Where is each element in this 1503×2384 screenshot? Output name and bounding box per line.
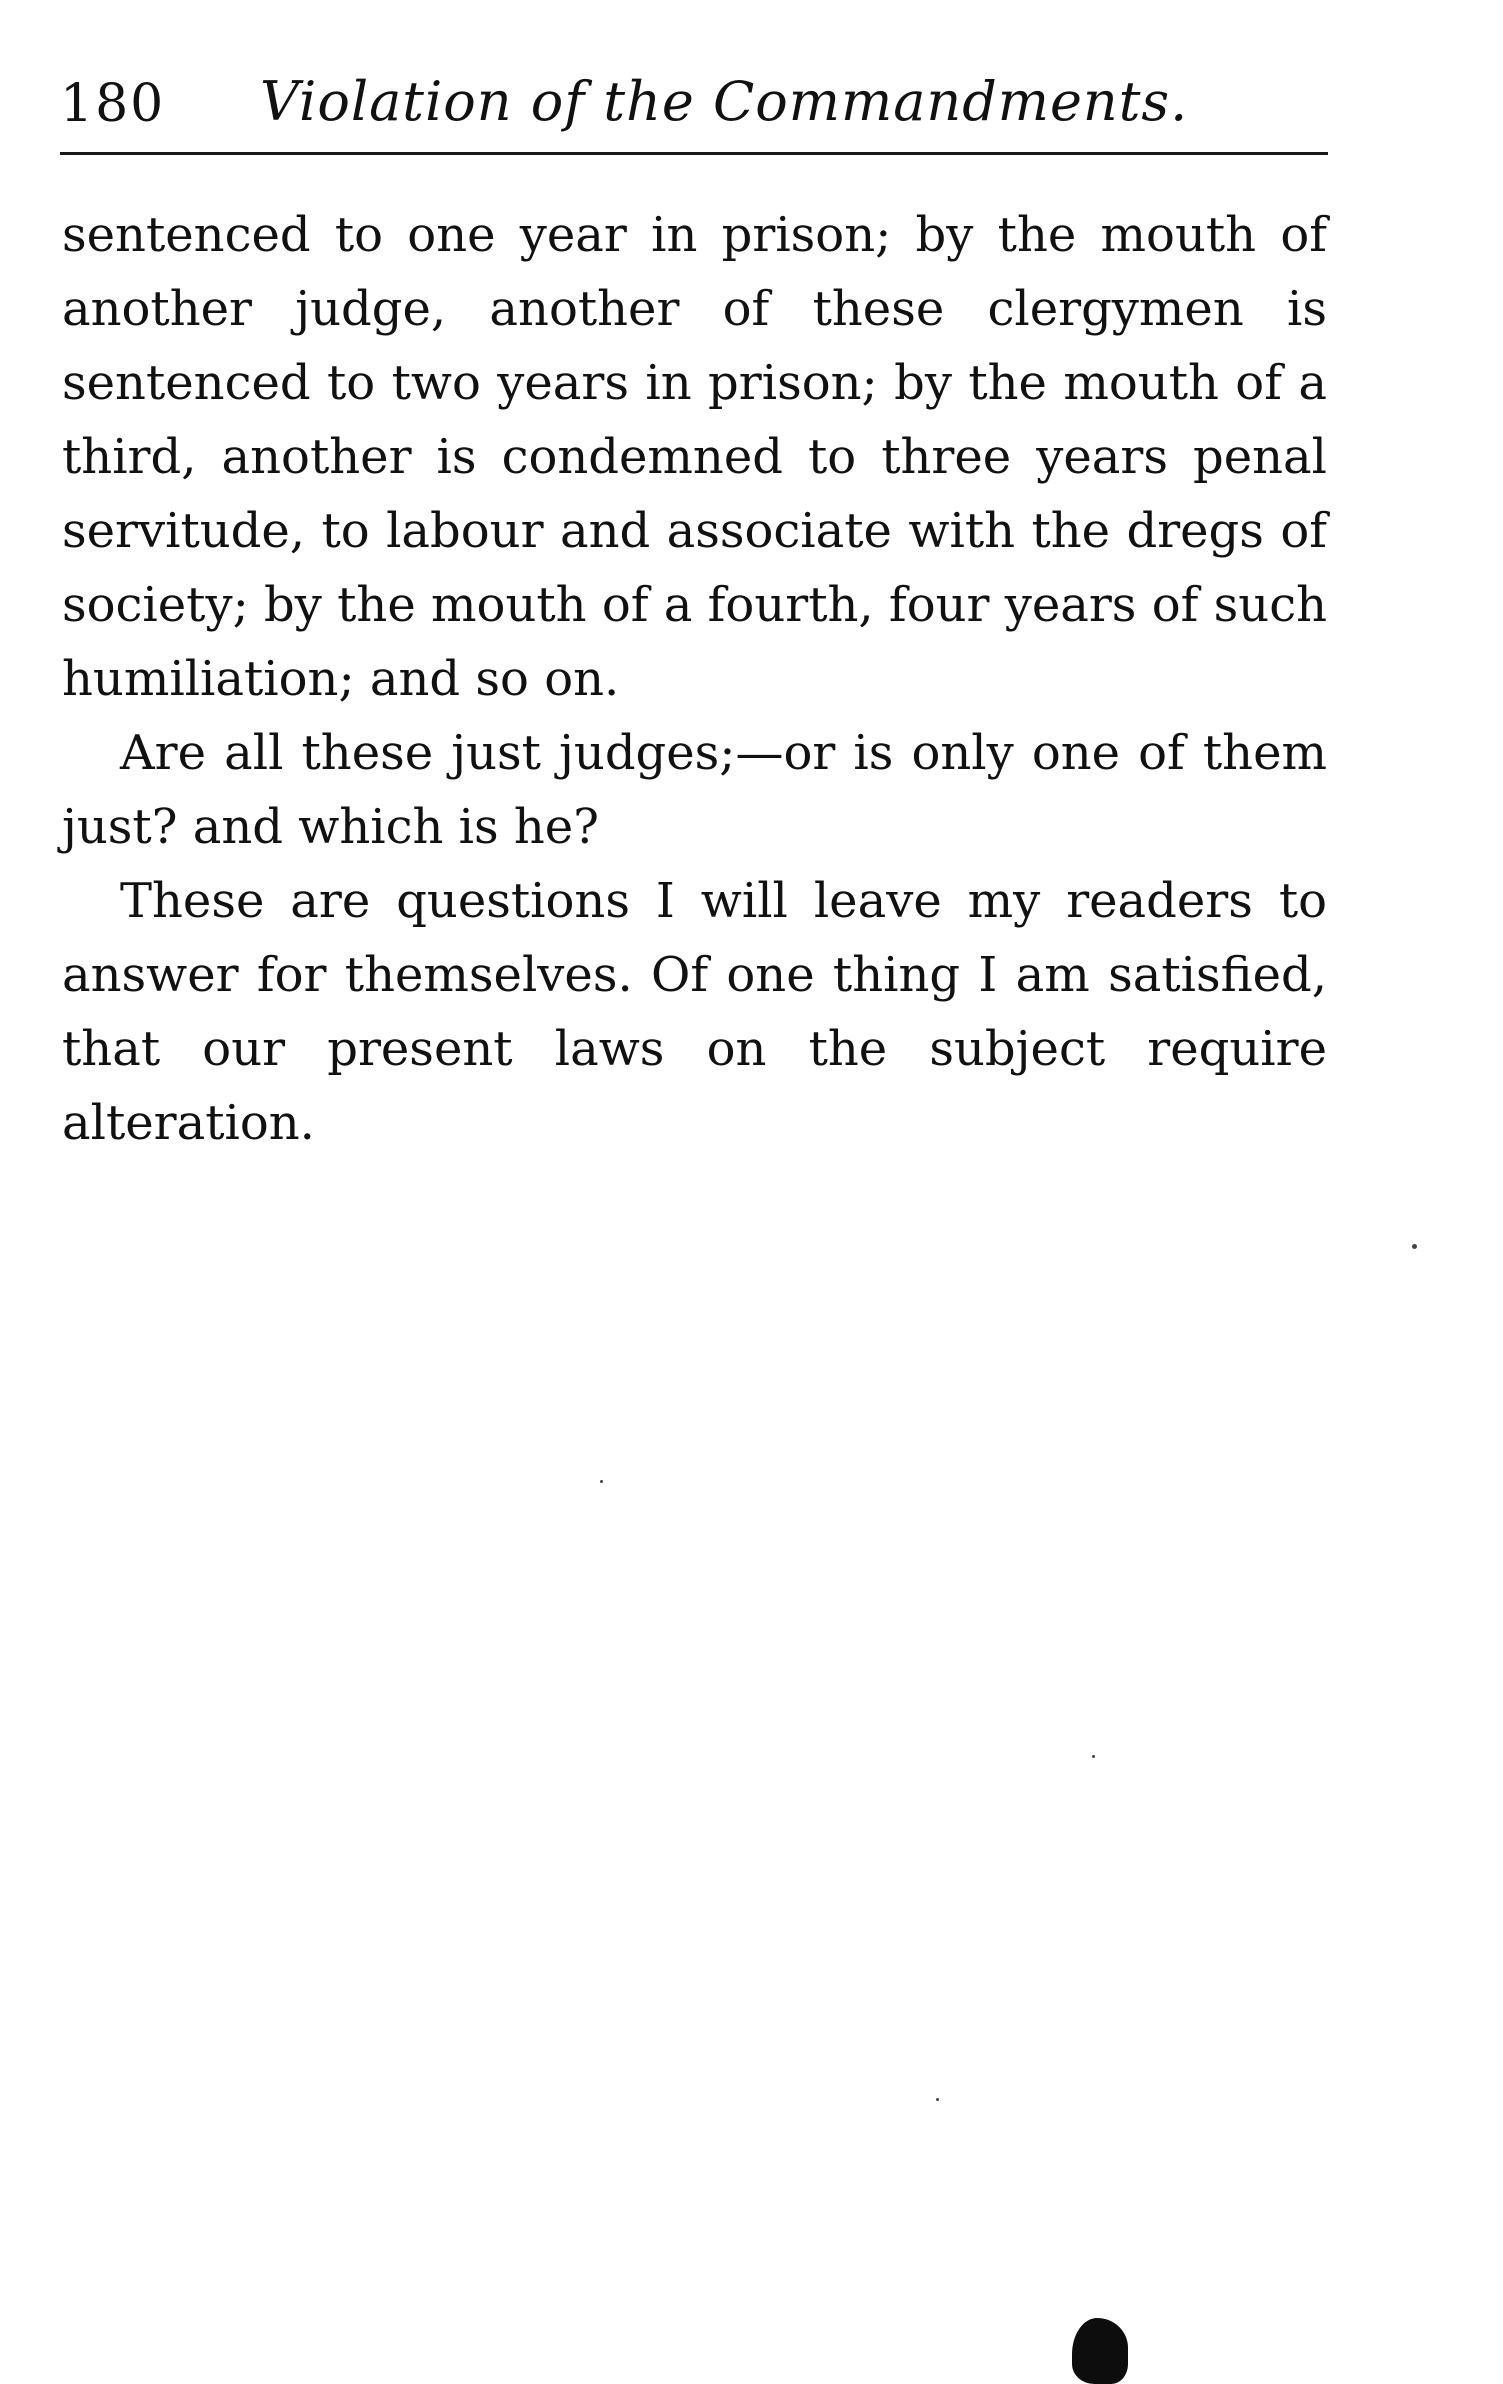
- paper-speck: [600, 1480, 603, 1483]
- page-header: [60, 70, 1325, 140]
- paragraph-2: Are all these just judges;—or is only one of them just? and which is he?: [62, 725, 1327, 855]
- page-number: 180: [60, 74, 166, 134]
- header-rule: [60, 152, 1328, 155]
- body-text: [62, 198, 1327, 1160]
- ink-blot: [1072, 2318, 1128, 2384]
- paper-speck: [1412, 1244, 1417, 1249]
- running-title: Violation of the Commandments.: [260, 70, 1189, 133]
- paper-speck: [1092, 1755, 1095, 1758]
- paragraph-3: These are questions I will leave my readers to answer for themselves. Of one thing I am satisfied, that our present laws on the subject require alteration.: [62, 873, 1327, 1151]
- paper-speck: [936, 2098, 939, 2101]
- paragraph-1: sentenced to one year in prison; by the mouth of another judge, another of these clergymen is sentenced to two years in prison; by the mouth of a third, another is condemned to three years penal servitude, to labour and associate with the dregs of society; by the mouth of a fourth, four years of such humiliation; and so on.: [62, 207, 1327, 707]
